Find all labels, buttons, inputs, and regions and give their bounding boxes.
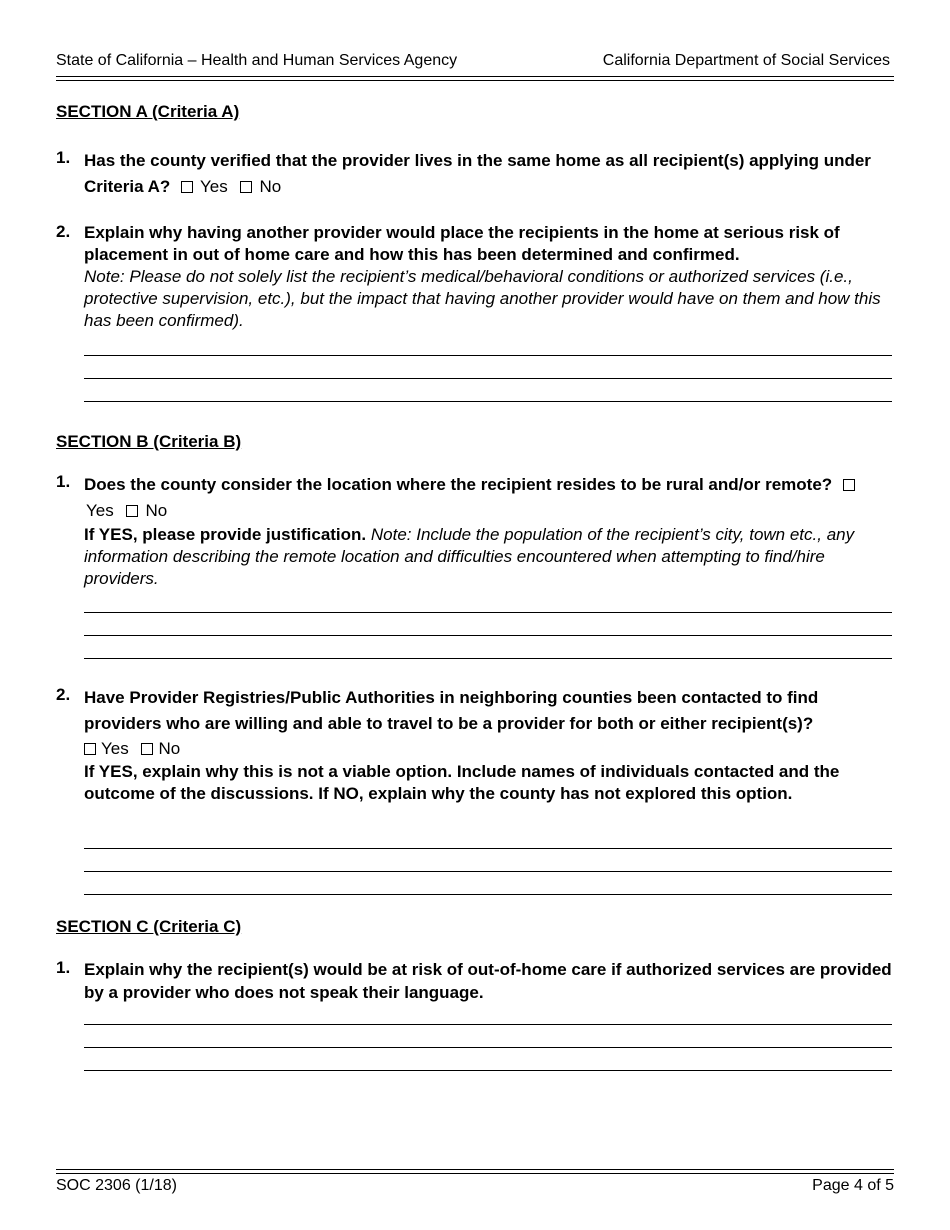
- followup-text: If YES, explain why this is not a viable option. Include names of individuals contacted and the outcome of the discussions. If NO, explain why the county has not explored this option.: [84, 762, 840, 803]
- no-checkbox[interactable]: [126, 505, 138, 517]
- yes-checkbox[interactable]: [181, 181, 193, 193]
- answer-line[interactable]: [84, 658, 892, 659]
- answer-line[interactable]: [84, 1047, 892, 1048]
- no-label: No: [158, 739, 181, 758]
- question-text: Explain why the recipient(s) would be at risk of out-of-home care if authorized services are provided by a provider who does not speak their language.: [84, 960, 892, 1002]
- no-label: No: [259, 177, 282, 196]
- yes-checkbox[interactable]: [84, 743, 96, 755]
- header-rule: [56, 76, 894, 81]
- no-checkbox[interactable]: [240, 181, 252, 193]
- answer-line[interactable]: [84, 848, 892, 849]
- answer-line[interactable]: [84, 1024, 892, 1025]
- section-b-title: SECTION B (Criteria B): [56, 432, 242, 451]
- answer-line[interactable]: [84, 378, 892, 379]
- form-number: SOC 2306 (1/18): [56, 1177, 177, 1194]
- question-text: Explain why having another provider would place the recipients in the home at serious risk of placement in out of home care and how this has been determined and confirmed.: [84, 223, 840, 264]
- question-number: 2.: [56, 222, 71, 241]
- question-text: Have Provider Registries/Public Authorities in neighboring counties been contacted to find providers who are willing and able to travel to be a provider for both or either recipient(s)?: [84, 688, 819, 733]
- section-c-title: SECTION C (Criteria C): [56, 917, 242, 936]
- question-text: Does the county consider the location where the recipient resides to be rural and/or remote?: [84, 475, 833, 494]
- agency-name: State of California – Health and Human Services Agency: [56, 52, 458, 69]
- answer-line[interactable]: [84, 612, 892, 613]
- followup-text: If YES, please provide justification.: [84, 525, 367, 544]
- footer-rule: [56, 1169, 894, 1174]
- yes-label: Yes: [86, 501, 114, 520]
- section-a-title: SECTION A (Criteria A): [56, 102, 240, 121]
- yes-label: Yes: [200, 177, 228, 196]
- answer-line[interactable]: [84, 871, 892, 872]
- question-number: 2.: [56, 685, 71, 704]
- question-note: Note: Please do not solely list the recipient’s medical/behavioral conditions or authorized services (i.e., protective supervision, etc.), but the impact that having another provider would have on them and how this has been confirmed).: [84, 267, 881, 330]
- question-text: Has the county verified that the provider lives in the same home as all recipient(s) applying under Criteria A?: [84, 151, 871, 196]
- yes-checkbox[interactable]: [843, 479, 855, 491]
- answer-line[interactable]: [84, 401, 892, 402]
- answer-line[interactable]: [84, 894, 892, 895]
- answer-line[interactable]: [84, 1070, 892, 1071]
- page-number: Page 4 of 5: [812, 1177, 894, 1194]
- department-name: California Department of Social Services: [602, 52, 890, 69]
- yes-label: Yes: [101, 739, 129, 758]
- question-number: 1.: [56, 958, 71, 977]
- no-label: No: [145, 501, 168, 520]
- answer-line[interactable]: [84, 355, 892, 356]
- no-checkbox[interactable]: [141, 743, 153, 755]
- question-number: 1.: [56, 148, 71, 167]
- answer-line[interactable]: [84, 635, 892, 636]
- question-number: 1.: [56, 472, 71, 491]
- page-header: [56, 52, 894, 74]
- question-note: Note: Include the population of the recipient’s city, town etc., any information describing the remote location and difficulties encountered when attempting to find/hire providers.: [84, 525, 855, 588]
